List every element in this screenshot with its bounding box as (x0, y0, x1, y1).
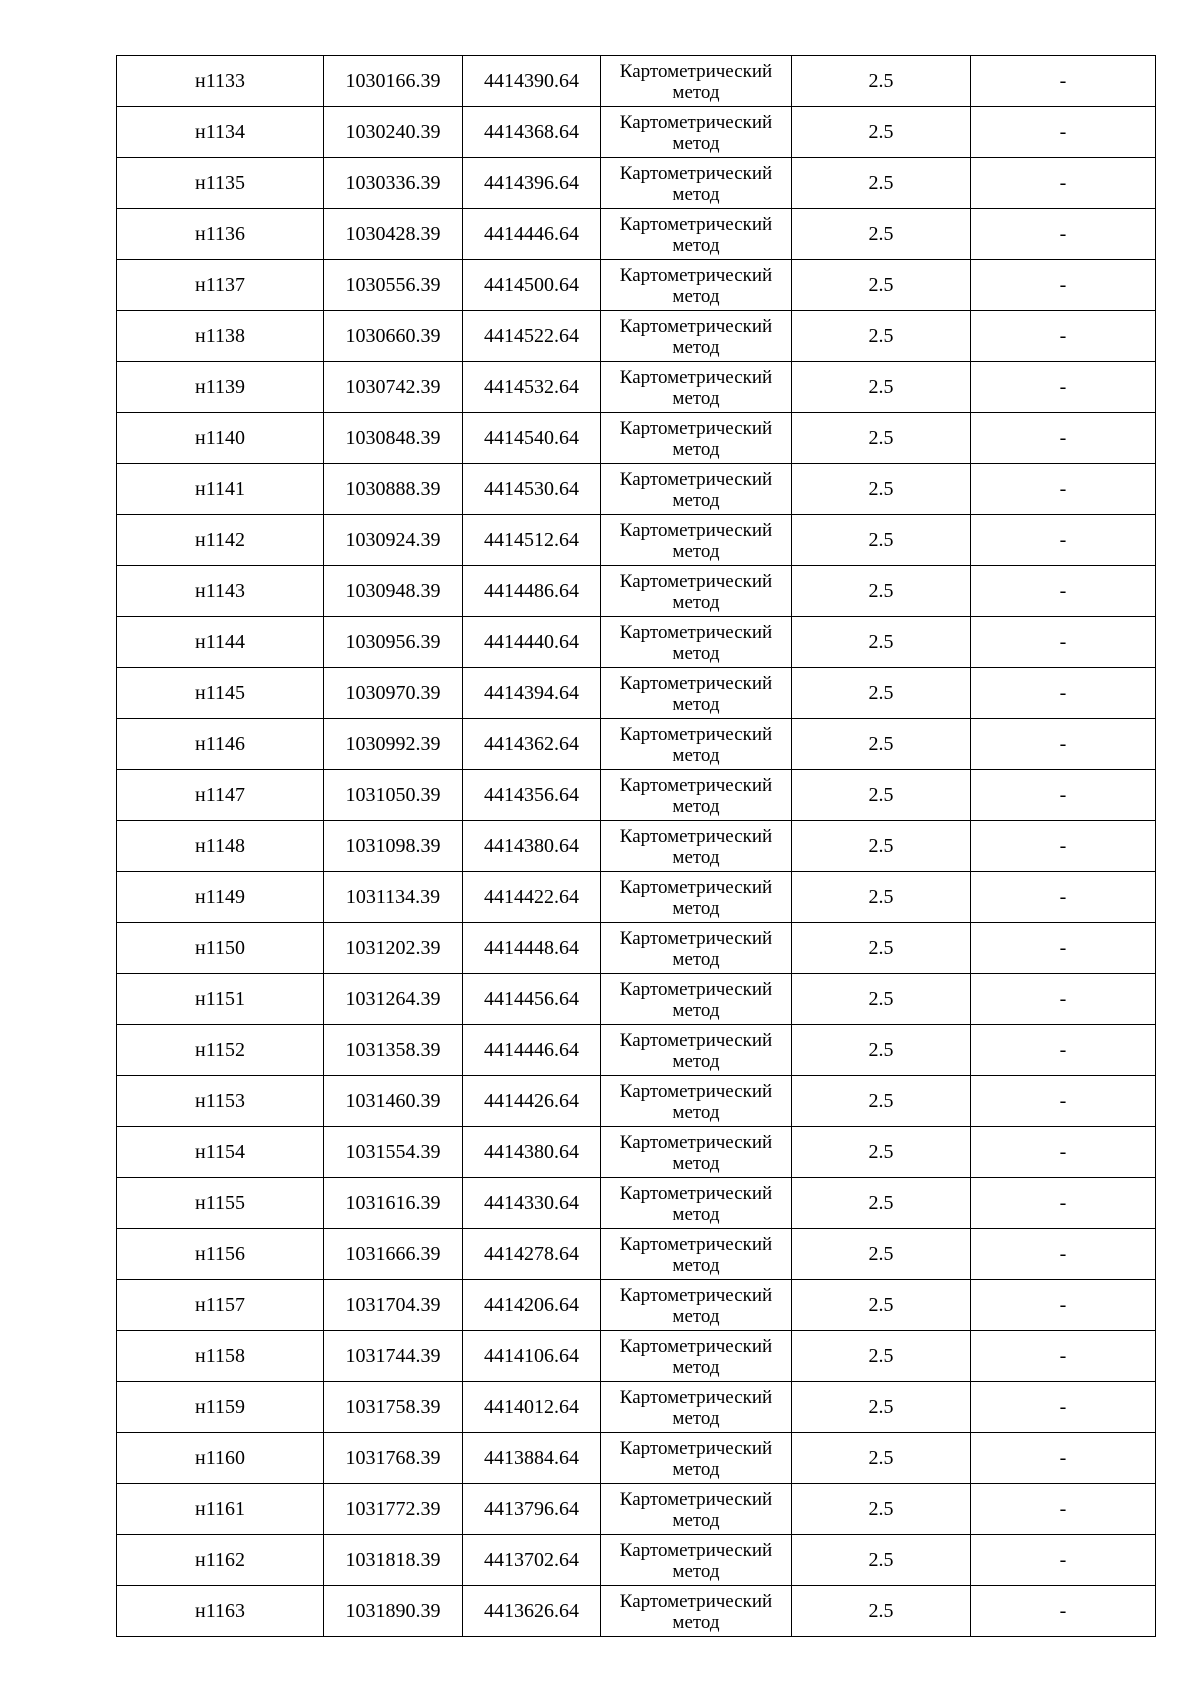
y-coordinate-cell: 4414390.64 (463, 56, 601, 107)
y-coordinate-cell: 4413702.64 (463, 1535, 601, 1586)
x-coordinate-cell: 1030660.39 (324, 311, 463, 362)
method-line-2: метод (672, 1561, 720, 1582)
accuracy-cell: 2.5 (792, 617, 971, 668)
y-coordinate-cell: 4414106.64 (463, 1331, 601, 1382)
method-cell (601, 974, 792, 1025)
x-coordinate-cell: 1031554.39 (324, 1127, 463, 1178)
method-line-1: Картометрический (619, 724, 773, 745)
x-coordinate-cell: 1030970.39 (324, 668, 463, 719)
x-coordinate-cell: 1030948.39 (324, 566, 463, 617)
table-row (117, 260, 1156, 311)
y-coordinate-cell: 4413796.64 (463, 1484, 601, 1535)
method-line-2: метод (672, 1357, 720, 1378)
table-row (117, 821, 1156, 872)
point-name-cell: н1162 (117, 1535, 324, 1586)
method-line-1: Картометрический (619, 826, 773, 847)
point-name-cell: н1140 (117, 413, 324, 464)
note-cell: - (971, 1382, 1156, 1433)
table-row (117, 974, 1156, 1025)
table-row (117, 209, 1156, 260)
y-coordinate-cell: 4414486.64 (463, 566, 601, 617)
table-row (117, 1586, 1156, 1637)
point-name-cell: н1152 (117, 1025, 324, 1076)
accuracy-cell: 2.5 (792, 1331, 971, 1382)
note-cell: - (971, 668, 1156, 719)
method-line-2: метод (672, 82, 720, 103)
method-line-1: Картометрический (619, 163, 773, 184)
y-coordinate-cell: 4414206.64 (463, 1280, 601, 1331)
point-name-cell: н1149 (117, 872, 324, 923)
note-cell: - (971, 515, 1156, 566)
table-row (117, 923, 1156, 974)
y-coordinate-cell: 4414356.64 (463, 770, 601, 821)
note-cell: - (971, 566, 1156, 617)
method-line-1: Картометрический (619, 112, 773, 133)
method-line-2: метод (672, 898, 720, 919)
table-row (117, 515, 1156, 566)
note-cell: - (971, 923, 1156, 974)
y-coordinate-cell: 4414456.64 (463, 974, 601, 1025)
note-cell: - (971, 1076, 1156, 1127)
note-cell: - (971, 1535, 1156, 1586)
table-row (117, 1025, 1156, 1076)
accuracy-cell: 2.5 (792, 821, 971, 872)
point-name-cell: н1134 (117, 107, 324, 158)
accuracy-cell: 2.5 (792, 515, 971, 566)
x-coordinate-cell: 1031134.39 (324, 872, 463, 923)
accuracy-cell: 2.5 (792, 1076, 971, 1127)
x-coordinate-cell: 1030428.39 (324, 209, 463, 260)
method-line-2: метод (672, 1459, 720, 1480)
note-cell: - (971, 872, 1156, 923)
note-cell: - (971, 617, 1156, 668)
x-coordinate-cell: 1031744.39 (324, 1331, 463, 1382)
point-name-cell: н1158 (117, 1331, 324, 1382)
accuracy-cell: 2.5 (792, 1484, 971, 1535)
table-row (117, 1331, 1156, 1382)
y-coordinate-cell: 4414368.64 (463, 107, 601, 158)
method-line-2: метод (672, 949, 720, 970)
method-cell (601, 515, 792, 566)
method-cell (601, 923, 792, 974)
method-cell (601, 1280, 792, 1331)
point-name-cell: н1154 (117, 1127, 324, 1178)
x-coordinate-cell: 1030992.39 (324, 719, 463, 770)
method-line-1: Картометрический (619, 418, 773, 439)
y-coordinate-cell: 4414394.64 (463, 668, 601, 719)
note-cell: - (971, 158, 1156, 209)
note-cell: - (971, 1433, 1156, 1484)
table-row (117, 770, 1156, 821)
y-coordinate-cell: 4414446.64 (463, 1025, 601, 1076)
note-cell: - (971, 1229, 1156, 1280)
note-cell: - (971, 362, 1156, 413)
method-line-2: метод (672, 1612, 720, 1633)
point-name-cell: н1151 (117, 974, 324, 1025)
x-coordinate-cell: 1031818.39 (324, 1535, 463, 1586)
note-cell: - (971, 1280, 1156, 1331)
method-line-2: метод (672, 388, 720, 409)
point-name-cell: н1146 (117, 719, 324, 770)
point-name-cell: н1150 (117, 923, 324, 974)
point-name-cell: н1153 (117, 1076, 324, 1127)
method-cell (601, 1331, 792, 1382)
note-cell: - (971, 1331, 1156, 1382)
method-line-1: Картометрический (619, 520, 773, 541)
method-line-1: Картометрический (619, 1438, 773, 1459)
x-coordinate-cell: 1030240.39 (324, 107, 463, 158)
x-coordinate-cell: 1031202.39 (324, 923, 463, 974)
x-coordinate-cell: 1031050.39 (324, 770, 463, 821)
x-coordinate-cell: 1031768.39 (324, 1433, 463, 1484)
point-name-cell: н1136 (117, 209, 324, 260)
method-line-2: метод (672, 592, 720, 613)
table-row (117, 1535, 1156, 1586)
accuracy-cell: 2.5 (792, 923, 971, 974)
method-cell (601, 209, 792, 260)
x-coordinate-cell: 1030166.39 (324, 56, 463, 107)
note-cell: - (971, 311, 1156, 362)
method-cell (601, 1178, 792, 1229)
method-line-1: Картометрический (619, 1387, 773, 1408)
accuracy-cell: 2.5 (792, 1229, 971, 1280)
method-cell (601, 1586, 792, 1637)
point-name-cell: н1163 (117, 1586, 324, 1637)
method-line-1: Картометрический (619, 775, 773, 796)
y-coordinate-cell: 4414512.64 (463, 515, 601, 566)
method-line-1: Картометрический (619, 1030, 773, 1051)
y-coordinate-cell: 4414448.64 (463, 923, 601, 974)
method-line-1: Картометрический (619, 1336, 773, 1357)
y-coordinate-cell: 4414362.64 (463, 719, 601, 770)
method-cell (601, 56, 792, 107)
method-line-2: метод (672, 1408, 720, 1429)
x-coordinate-cell: 1031758.39 (324, 1382, 463, 1433)
method-line-1: Картометрический (619, 1183, 773, 1204)
table-row (117, 719, 1156, 770)
table-row (117, 1076, 1156, 1127)
x-coordinate-cell: 1030848.39 (324, 413, 463, 464)
table-row (117, 1178, 1156, 1229)
method-line-1: Картометрический (619, 1489, 773, 1510)
method-line-1: Картометрический (619, 316, 773, 337)
point-name-cell: н1148 (117, 821, 324, 872)
y-coordinate-cell: 4414530.64 (463, 464, 601, 515)
accuracy-cell: 2.5 (792, 566, 971, 617)
method-cell (601, 719, 792, 770)
method-cell (601, 617, 792, 668)
method-line-2: метод (672, 745, 720, 766)
note-cell: - (971, 413, 1156, 464)
method-line-2: метод (672, 541, 720, 562)
note-cell: - (971, 719, 1156, 770)
y-coordinate-cell: 4414500.64 (463, 260, 601, 311)
method-line-1: Картометрический (619, 1285, 773, 1306)
method-cell (601, 1535, 792, 1586)
accuracy-cell: 2.5 (792, 107, 971, 158)
accuracy-cell: 2.5 (792, 1535, 971, 1586)
point-name-cell: н1133 (117, 56, 324, 107)
x-coordinate-cell: 1031704.39 (324, 1280, 463, 1331)
method-line-1: Картометрический (619, 928, 773, 949)
accuracy-cell: 2.5 (792, 668, 971, 719)
table-row (117, 1382, 1156, 1433)
point-name-cell: н1137 (117, 260, 324, 311)
x-coordinate-cell: 1031666.39 (324, 1229, 463, 1280)
note-cell: - (971, 974, 1156, 1025)
method-cell (601, 413, 792, 464)
table-row (117, 617, 1156, 668)
method-cell (601, 1382, 792, 1433)
coordinates-table-body (117, 56, 1156, 1637)
point-name-cell: н1156 (117, 1229, 324, 1280)
point-name-cell: н1157 (117, 1280, 324, 1331)
y-coordinate-cell: 4414012.64 (463, 1382, 601, 1433)
method-line-2: метод (672, 490, 720, 511)
point-name-cell: н1143 (117, 566, 324, 617)
x-coordinate-cell: 1031358.39 (324, 1025, 463, 1076)
y-coordinate-cell: 4414278.64 (463, 1229, 601, 1280)
accuracy-cell: 2.5 (792, 158, 971, 209)
method-line-1: Картометрический (619, 367, 773, 388)
x-coordinate-cell: 1031772.39 (324, 1484, 463, 1535)
note-cell: - (971, 1025, 1156, 1076)
note-cell: - (971, 1127, 1156, 1178)
method-line-2: метод (672, 439, 720, 460)
y-coordinate-cell: 4414380.64 (463, 1127, 601, 1178)
method-cell (601, 1076, 792, 1127)
point-name-cell: н1160 (117, 1433, 324, 1484)
method-line-2: метод (672, 1153, 720, 1174)
note-cell: - (971, 464, 1156, 515)
method-line-2: метод (672, 796, 720, 817)
method-line-2: метод (672, 286, 720, 307)
method-cell (601, 1127, 792, 1178)
accuracy-cell: 2.5 (792, 1127, 971, 1178)
method-line-2: метод (672, 1000, 720, 1021)
y-coordinate-cell: 4414426.64 (463, 1076, 601, 1127)
note-cell: - (971, 1178, 1156, 1229)
table-row (117, 668, 1156, 719)
method-line-1: Картометрический (619, 1081, 773, 1102)
method-line-2: метод (672, 694, 720, 715)
table-row (117, 1484, 1156, 1535)
point-name-cell: н1139 (117, 362, 324, 413)
x-coordinate-cell: 1031616.39 (324, 1178, 463, 1229)
y-coordinate-cell: 4413626.64 (463, 1586, 601, 1637)
point-name-cell: н1147 (117, 770, 324, 821)
method-cell (601, 770, 792, 821)
note-cell: - (971, 1484, 1156, 1535)
note-cell: - (971, 821, 1156, 872)
method-line-2: метод (672, 235, 720, 256)
method-cell (601, 362, 792, 413)
y-coordinate-cell: 4413884.64 (463, 1433, 601, 1484)
point-name-cell: н1145 (117, 668, 324, 719)
method-line-2: метод (672, 1306, 720, 1327)
table-row (117, 362, 1156, 413)
method-line-1: Картометрический (619, 1591, 773, 1612)
table-row (117, 1280, 1156, 1331)
method-line-1: Картометрический (619, 979, 773, 1000)
x-coordinate-cell: 1031890.39 (324, 1586, 463, 1637)
method-line-2: метод (672, 643, 720, 664)
x-coordinate-cell: 1031460.39 (324, 1076, 463, 1127)
y-coordinate-cell: 4414522.64 (463, 311, 601, 362)
table-row (117, 872, 1156, 923)
accuracy-cell: 2.5 (792, 1280, 971, 1331)
accuracy-cell: 2.5 (792, 1433, 971, 1484)
accuracy-cell: 2.5 (792, 260, 971, 311)
table-row (117, 413, 1156, 464)
accuracy-cell: 2.5 (792, 1178, 971, 1229)
x-coordinate-cell: 1030742.39 (324, 362, 463, 413)
method-line-1: Картометрический (619, 877, 773, 898)
table-row (117, 1433, 1156, 1484)
y-coordinate-cell: 4414396.64 (463, 158, 601, 209)
point-name-cell: н1161 (117, 1484, 324, 1535)
method-cell (601, 566, 792, 617)
method-line-1: Картометрический (619, 1132, 773, 1153)
method-cell (601, 464, 792, 515)
y-coordinate-cell: 4414330.64 (463, 1178, 601, 1229)
method-cell (601, 260, 792, 311)
y-coordinate-cell: 4414380.64 (463, 821, 601, 872)
accuracy-cell: 2.5 (792, 1025, 971, 1076)
method-line-2: метод (672, 337, 720, 358)
method-line-2: метод (672, 1204, 720, 1225)
method-line-2: метод (672, 1255, 720, 1276)
point-name-cell: н1144 (117, 617, 324, 668)
method-cell (601, 158, 792, 209)
accuracy-cell: 2.5 (792, 464, 971, 515)
table-row (117, 1229, 1156, 1280)
x-coordinate-cell: 1030888.39 (324, 464, 463, 515)
method-line-1: Картометрический (619, 469, 773, 490)
coordinates-table (116, 55, 1156, 1637)
y-coordinate-cell: 4414540.64 (463, 413, 601, 464)
accuracy-cell: 2.5 (792, 311, 971, 362)
point-name-cell: н1142 (117, 515, 324, 566)
accuracy-cell: 2.5 (792, 362, 971, 413)
table-row (117, 56, 1156, 107)
method-line-1: Картометрический (619, 1540, 773, 1561)
accuracy-cell: 2.5 (792, 1586, 971, 1637)
method-line-1: Картометрический (619, 214, 773, 235)
method-line-2: метод (672, 1051, 720, 1072)
table-row (117, 464, 1156, 515)
note-cell: - (971, 209, 1156, 260)
table-row (117, 311, 1156, 362)
method-cell (601, 872, 792, 923)
point-name-cell: н1141 (117, 464, 324, 515)
method-cell (601, 311, 792, 362)
method-cell (601, 668, 792, 719)
x-coordinate-cell: 1031098.39 (324, 821, 463, 872)
note-cell: - (971, 56, 1156, 107)
table-row (117, 107, 1156, 158)
method-cell (601, 1025, 792, 1076)
method-line-1: Картометрический (619, 571, 773, 592)
x-coordinate-cell: 1031264.39 (324, 974, 463, 1025)
method-line-1: Картометрический (619, 265, 773, 286)
accuracy-cell: 2.5 (792, 1382, 971, 1433)
point-name-cell: н1135 (117, 158, 324, 209)
y-coordinate-cell: 4414532.64 (463, 362, 601, 413)
accuracy-cell: 2.5 (792, 209, 971, 260)
method-cell (601, 1484, 792, 1535)
point-name-cell: н1159 (117, 1382, 324, 1433)
y-coordinate-cell: 4414446.64 (463, 209, 601, 260)
accuracy-cell: 2.5 (792, 770, 971, 821)
note-cell: - (971, 1586, 1156, 1637)
x-coordinate-cell: 1030924.39 (324, 515, 463, 566)
accuracy-cell: 2.5 (792, 974, 971, 1025)
note-cell: - (971, 260, 1156, 311)
note-cell: - (971, 770, 1156, 821)
method-line-1: Картометрический (619, 1234, 773, 1255)
method-cell (601, 1229, 792, 1280)
method-line-1: Картометрический (619, 673, 773, 694)
method-cell (601, 107, 792, 158)
x-coordinate-cell: 1030956.39 (324, 617, 463, 668)
accuracy-cell: 2.5 (792, 56, 971, 107)
accuracy-cell: 2.5 (792, 872, 971, 923)
method-cell (601, 821, 792, 872)
table-row (117, 566, 1156, 617)
method-line-2: метод (672, 1102, 720, 1123)
method-line-2: метод (672, 184, 720, 205)
method-cell (601, 1433, 792, 1484)
table-row (117, 158, 1156, 209)
method-line-2: метод (672, 847, 720, 868)
point-name-cell: н1155 (117, 1178, 324, 1229)
note-cell: - (971, 107, 1156, 158)
method-line-1: Картометрический (619, 61, 773, 82)
accuracy-cell: 2.5 (792, 719, 971, 770)
accuracy-cell: 2.5 (792, 413, 971, 464)
x-coordinate-cell: 1030336.39 (324, 158, 463, 209)
x-coordinate-cell: 1030556.39 (324, 260, 463, 311)
method-line-2: метод (672, 1510, 720, 1531)
y-coordinate-cell: 4414422.64 (463, 872, 601, 923)
method-line-2: метод (672, 133, 720, 154)
table-row (117, 1127, 1156, 1178)
method-line-1: Картометрический (619, 622, 773, 643)
point-name-cell: н1138 (117, 311, 324, 362)
y-coordinate-cell: 4414440.64 (463, 617, 601, 668)
